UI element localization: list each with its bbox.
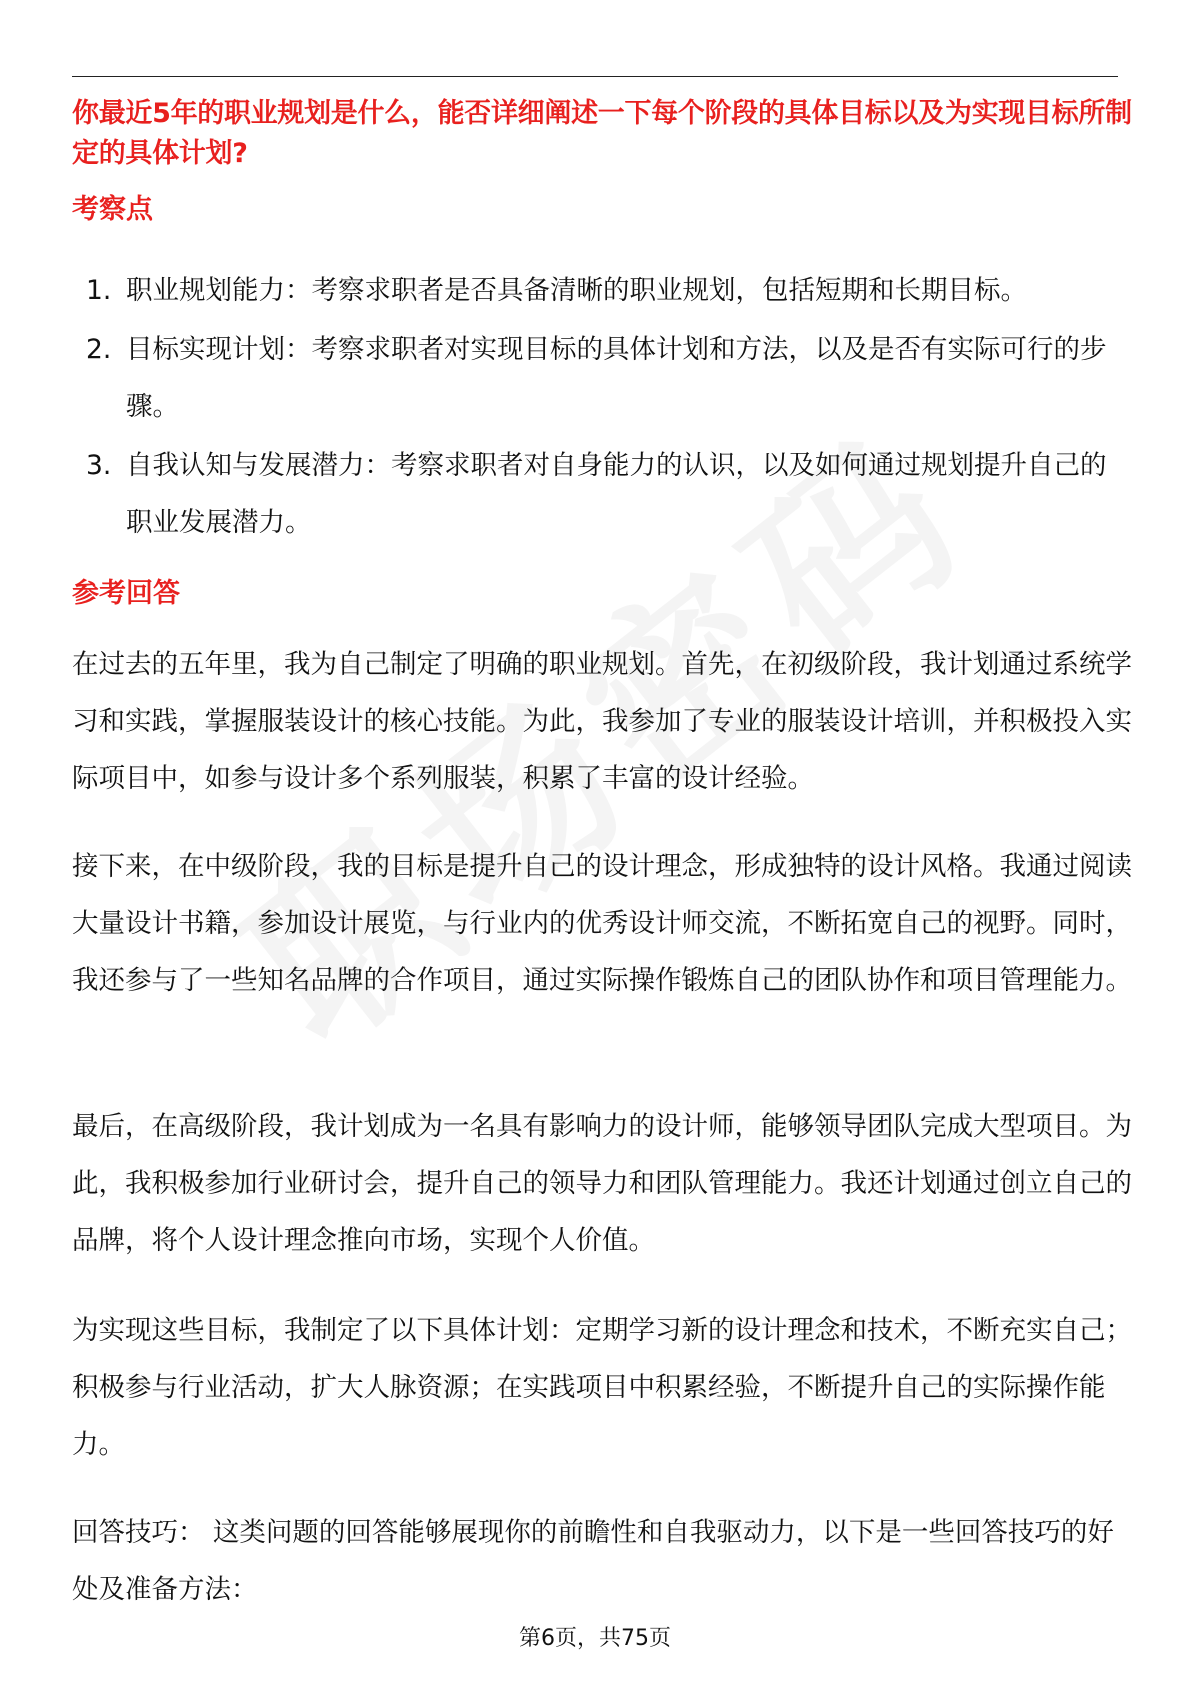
list-item-number: 2.: [86, 334, 112, 365]
list-item-text: 自我认知与发展潜力：考察求职者对自身能力的认识，以及如何通过规划提升自己的职业发展潜力。: [126, 450, 1107, 538]
page-number: 第6页，共75页: [519, 1626, 671, 1651]
answer-paragraph: 最后，在高级阶段，我计划成为一名具有影响力的设计师，能够领导团队完成大型项目。为此，我积极参加行业研讨会，提升自己的领导力和团队管理能力。我还计划通过创立自己的品牌，将个人设计理念推向市场，实现个人价值。: [72, 1111, 1132, 1256]
answer-paragraph: 在过去的五年里，我为自己制定了明确的职业规划。首先，在初级阶段，我计划通过系统学习和实践，掌握服装设计的核心技能。为此，我参加了专业的服装设计培训，并积极投入实际项目中，如参与设计多个系列服装，积累了丰富的设计经验。: [72, 649, 1132, 794]
list-item: [72, 321, 1132, 435]
reference-answer-heading: 参考回答: [72, 578, 180, 609]
list-item-number: 1.: [86, 275, 112, 306]
answer-tips-paragraph: 回答技巧： 这类问题的回答能够展现你的前瞻性和自我驱动力，以下是一些回答技巧的好处及准备方法：: [72, 1517, 1114, 1605]
answer-paragraph: 为实现这些目标，我制定了以下具体计划：定期学习新的设计理念和技术，不断充实自己；积极参与行业活动，扩大人脉资源；在实践项目中积累经验，不断提升自己的实际操作能力。: [72, 1315, 1132, 1460]
list-item: [72, 437, 1132, 551]
exam-points-list: [72, 262, 1132, 551]
list-item-text: 职业规划能力：考察求职者是否具备清晰的职业规划，包括短期和长期目标。: [126, 275, 1027, 306]
exam-points-heading: 考察点: [72, 194, 153, 225]
list-item-number: 3.: [86, 450, 112, 481]
list-item: [72, 262, 1132, 319]
list-item-text: 目标实现计划：考察求职者对实现目标的具体计划和方法，以及是否有实际可行的步骤。: [126, 334, 1107, 422]
question-title: 你最近5年的职业规划是什么，能否详细阐述一下每个阶段的具体目标以及为实现目标所制定的具体计划?: [72, 98, 1132, 169]
answer-paragraph: 接下来，在中级阶段，我的目标是提升自己的设计理念，形成独特的设计风格。我通过阅读大量设计书籍，参加设计展览，与行业内的优秀设计师交流，不断拓宽自己的视野。同时，我还参与了一些知名品牌的合作项目，通过实际操作锻炼自己的团队协作和项目管理能力。: [72, 851, 1132, 996]
top-divider: [72, 76, 1118, 77]
